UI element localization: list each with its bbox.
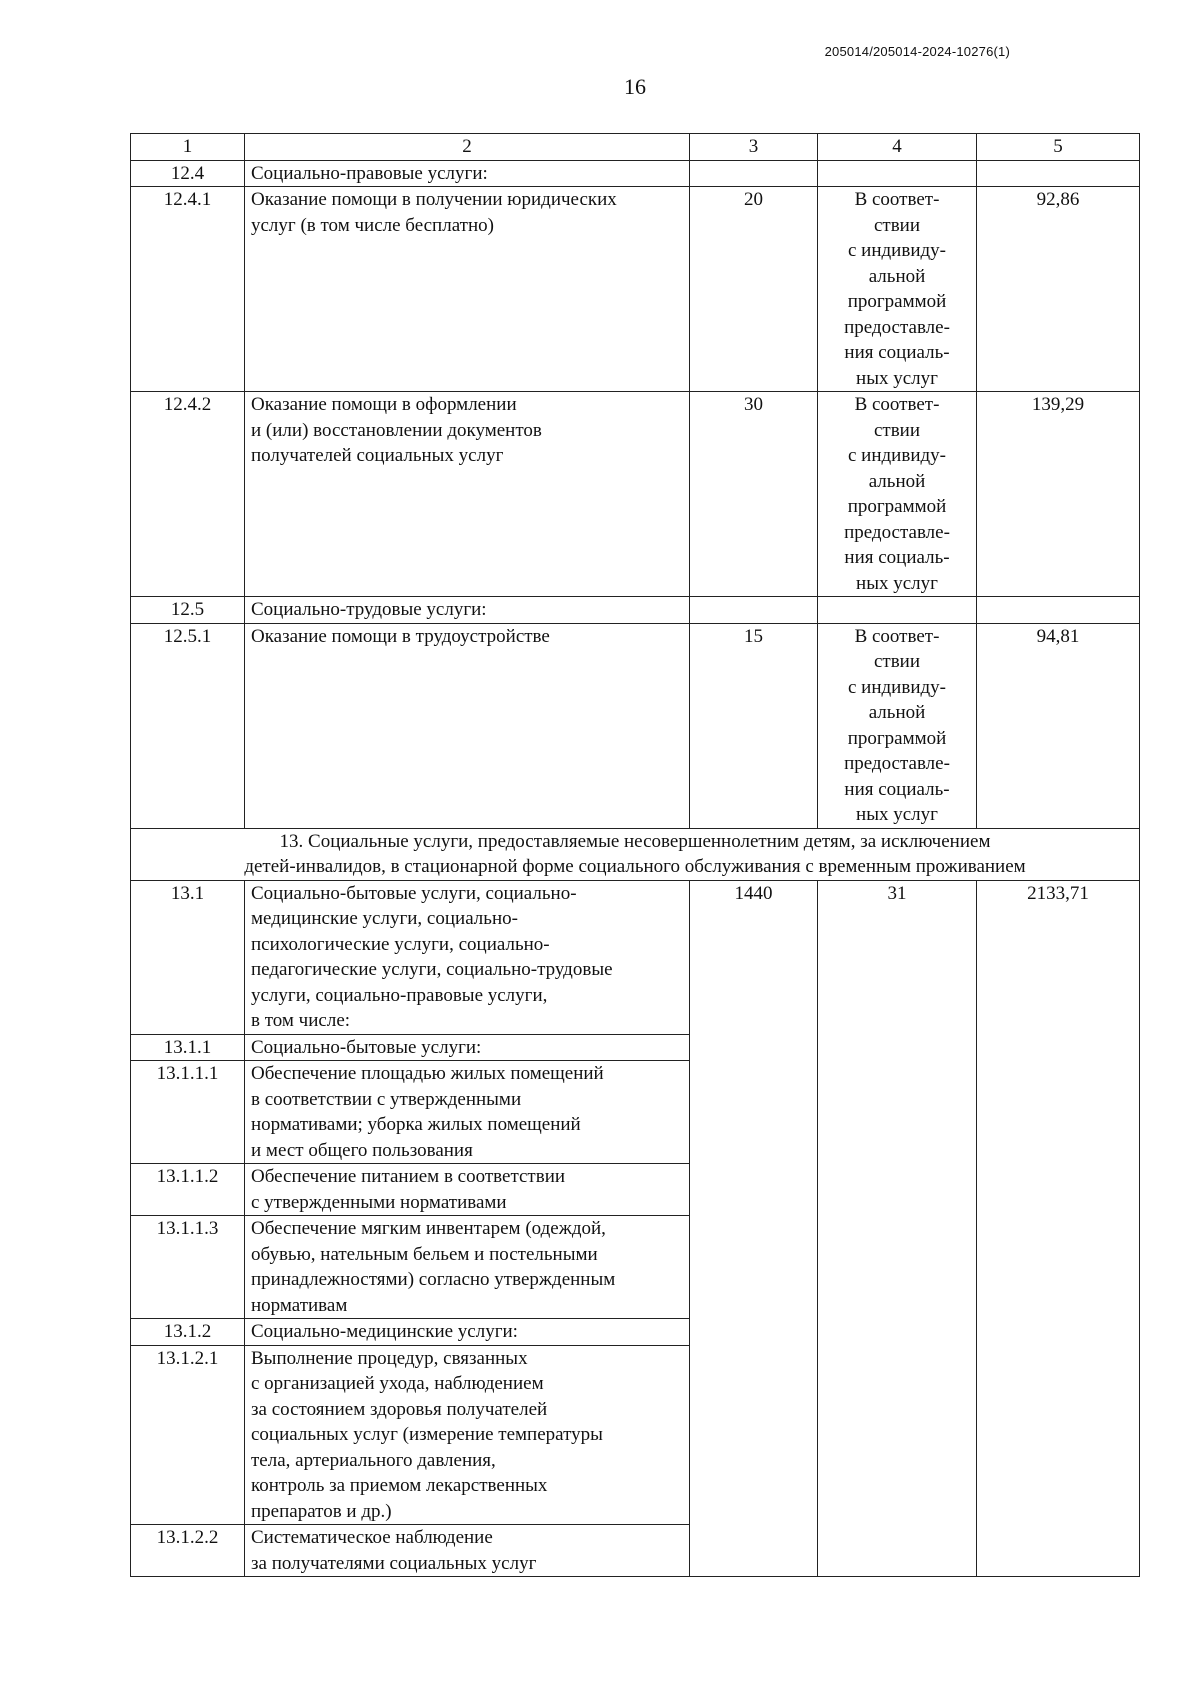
- service-description: [245, 1061, 690, 1164]
- table-row: [131, 880, 1140, 1034]
- service-description-line: Обеспечение площадью жилых помещений: [251, 1063, 604, 1084]
- service-description-line: за получателями социальных услуг: [251, 1552, 537, 1574]
- time-norm: 15: [690, 623, 818, 828]
- item-number: 13.1.2.1: [131, 1345, 245, 1525]
- frequency-line: программой: [847, 496, 947, 517]
- service-description-line: Оказание помощи в получении юридических: [251, 189, 617, 210]
- item-number: 12.4: [131, 160, 245, 187]
- service-description: [245, 1164, 690, 1216]
- item-number: 12.4.2: [131, 392, 245, 597]
- service-description-line: с организацией ухода, наблюдением: [251, 1373, 544, 1394]
- frequency-line: ствии: [873, 419, 921, 441]
- service-description-line: нормативам: [251, 1294, 348, 1316]
- service-description: [245, 597, 690, 624]
- service-description-line: принадлежностями) согласно утвержденным: [251, 1269, 616, 1290]
- service-description-line: Социально-трудовые услуги:: [251, 599, 487, 620]
- frequency-line: ных услуг: [856, 804, 938, 825]
- time-norm: [690, 160, 818, 187]
- service-description-line: нормативами; уборка жилых помещений: [251, 1114, 581, 1135]
- table-row: [131, 597, 1140, 624]
- service-description-line: Социально-бытовые услуги, социально-: [251, 882, 577, 904]
- item-number: 12.4.1: [131, 187, 245, 392]
- item-number: 12.5.1: [131, 623, 245, 828]
- frequency-line: ных услуг: [856, 572, 938, 594]
- item-number: 13.1.1.3: [131, 1216, 245, 1319]
- frequency-line: предоставле-: [844, 521, 950, 543]
- frequency-line: В соответ-: [854, 625, 940, 647]
- frequency-line: альной: [868, 470, 926, 492]
- service-description-line: Обеспечение питанием в соответствии: [251, 1166, 566, 1187]
- service-description-line: Социально-медицинские услуги:: [251, 1321, 518, 1342]
- tariff: 94,81: [977, 623, 1140, 828]
- frequency: [818, 187, 977, 392]
- service-description-line: тела, артериального давления,: [251, 1449, 496, 1471]
- tariff: [977, 160, 1140, 187]
- service-description: [245, 1319, 690, 1346]
- service-description-line: услуг (в том числе бесплатно): [251, 214, 494, 236]
- service-description-line: с утвержденными нормативами: [251, 1191, 507, 1213]
- frequency-line: ния социаль-: [844, 547, 950, 568]
- document-id: 205014/205014-2024-10276(1): [824, 44, 1010, 59]
- time-norm: [690, 597, 818, 624]
- column-header: 3: [690, 134, 818, 161]
- service-description-line: Оказание помощи в трудоустройстве: [251, 625, 550, 647]
- frequency-line: ствии: [873, 214, 921, 236]
- service-description: [245, 623, 690, 828]
- service-description-line: Обеспечение мягким инвентарем (одеждой,: [251, 1218, 606, 1239]
- service-description-line: Систематическое наблюдение: [251, 1527, 493, 1548]
- item-number: 13.1.2.2: [131, 1525, 245, 1577]
- table-row: [131, 187, 1140, 392]
- frequency-line: предоставле-: [844, 316, 950, 338]
- frequency-line: с индивиду-: [848, 676, 946, 698]
- service-description-line: услуги, социально-правовые услуги,: [251, 984, 548, 1006]
- service-description-line: препаратов и др.): [251, 1500, 392, 1522]
- frequency-line: программой: [847, 291, 947, 312]
- frequency: [818, 623, 977, 828]
- frequency-line: ных услуг: [856, 367, 938, 389]
- frequency-line: ствии: [873, 651, 921, 672]
- service-description-line: в том числе:: [251, 1010, 351, 1031]
- service-description-line: и мест общего пользования: [251, 1139, 473, 1161]
- page-number: 16: [624, 74, 646, 99]
- service-description-line: Оказание помощи в оформлении: [251, 394, 517, 415]
- frequency: [818, 160, 977, 187]
- frequency-line: В соответ-: [854, 189, 940, 210]
- frequency-line: предоставле-: [844, 753, 950, 774]
- item-number: 13.1.1: [131, 1034, 245, 1061]
- column-header: 4: [818, 134, 977, 161]
- frequency-line: В соответ-: [854, 394, 940, 415]
- service-description-line: и (или) восстановлении документов: [251, 419, 542, 441]
- service-description-line: психологические услуги, социально-: [251, 933, 550, 955]
- table-row: [131, 392, 1140, 597]
- tariff: [977, 597, 1140, 624]
- service-description-line: социальных услуг (измерение температуры: [251, 1424, 603, 1445]
- frequency: 31: [818, 880, 977, 1577]
- service-description: [245, 160, 690, 187]
- table-row: [131, 160, 1140, 187]
- frequency-line: с индивиду-: [848, 445, 946, 466]
- section-title-line: детей-инвалидов, в стационарной форме социального обслуживания с временным проживанием: [244, 856, 1026, 877]
- tariff: 139,29: [977, 392, 1140, 597]
- section-title: [131, 828, 1140, 880]
- section-header-row: [131, 828, 1140, 880]
- service-description-line: получателей социальных услуг: [251, 445, 504, 466]
- frequency-line: альной: [868, 702, 926, 723]
- service-description-line: Социально-правовые услуги:: [251, 162, 488, 184]
- service-description-line: педагогические услуги, социально-трудовые: [251, 959, 613, 980]
- tariff: 92,86: [977, 187, 1140, 392]
- service-description: [245, 880, 690, 1034]
- service-description: [245, 1034, 690, 1061]
- service-description-line: обувью, нательным бельем и постельными: [251, 1243, 598, 1265]
- service-description-line: Выполнение процедур, связанных: [251, 1347, 528, 1369]
- service-description-line: контроль за приемом лекарственных: [251, 1475, 548, 1496]
- frequency-line: ния социаль-: [844, 778, 950, 800]
- frequency-line: альной: [868, 265, 926, 287]
- item-number: 13.1: [131, 880, 245, 1034]
- frequency-line: ния социаль-: [844, 342, 950, 363]
- column-header: 5: [977, 134, 1140, 161]
- frequency-line: программой: [847, 727, 947, 749]
- frequency: [818, 392, 977, 597]
- frequency: [818, 597, 977, 624]
- section-title-line: 13. Социальные услуги, предоставляемые несовершеннолетним детям, за исключением: [279, 830, 991, 852]
- service-description: [245, 1216, 690, 1319]
- service-description: [245, 392, 690, 597]
- service-description-line: Социально-бытовые услуги:: [251, 1036, 482, 1058]
- service-description: [245, 1525, 690, 1577]
- service-description: [245, 187, 690, 392]
- service-description-line: медицинские услуги, социально-: [251, 908, 518, 929]
- service-description: [245, 1345, 690, 1525]
- time-norm: 30: [690, 392, 818, 597]
- item-number: 13.1.1.2: [131, 1164, 245, 1216]
- column-header-row: [131, 134, 1140, 161]
- time-norm: 1440: [690, 880, 818, 1577]
- services-table: [130, 133, 1140, 1577]
- item-number: 13.1.1.1: [131, 1061, 245, 1164]
- item-number: 13.1.2: [131, 1319, 245, 1346]
- time-norm: 20: [690, 187, 818, 392]
- column-header: 1: [131, 134, 245, 161]
- tariff: 2133,71: [977, 880, 1140, 1577]
- frequency-line: с индивиду-: [848, 240, 946, 261]
- table-row: [131, 623, 1140, 828]
- service-description-line: за состоянием здоровья получателей: [251, 1398, 548, 1420]
- item-number: 12.5: [131, 597, 245, 624]
- column-header: 2: [245, 134, 690, 161]
- service-description-line: в соответствии с утвержденными: [251, 1088, 522, 1110]
